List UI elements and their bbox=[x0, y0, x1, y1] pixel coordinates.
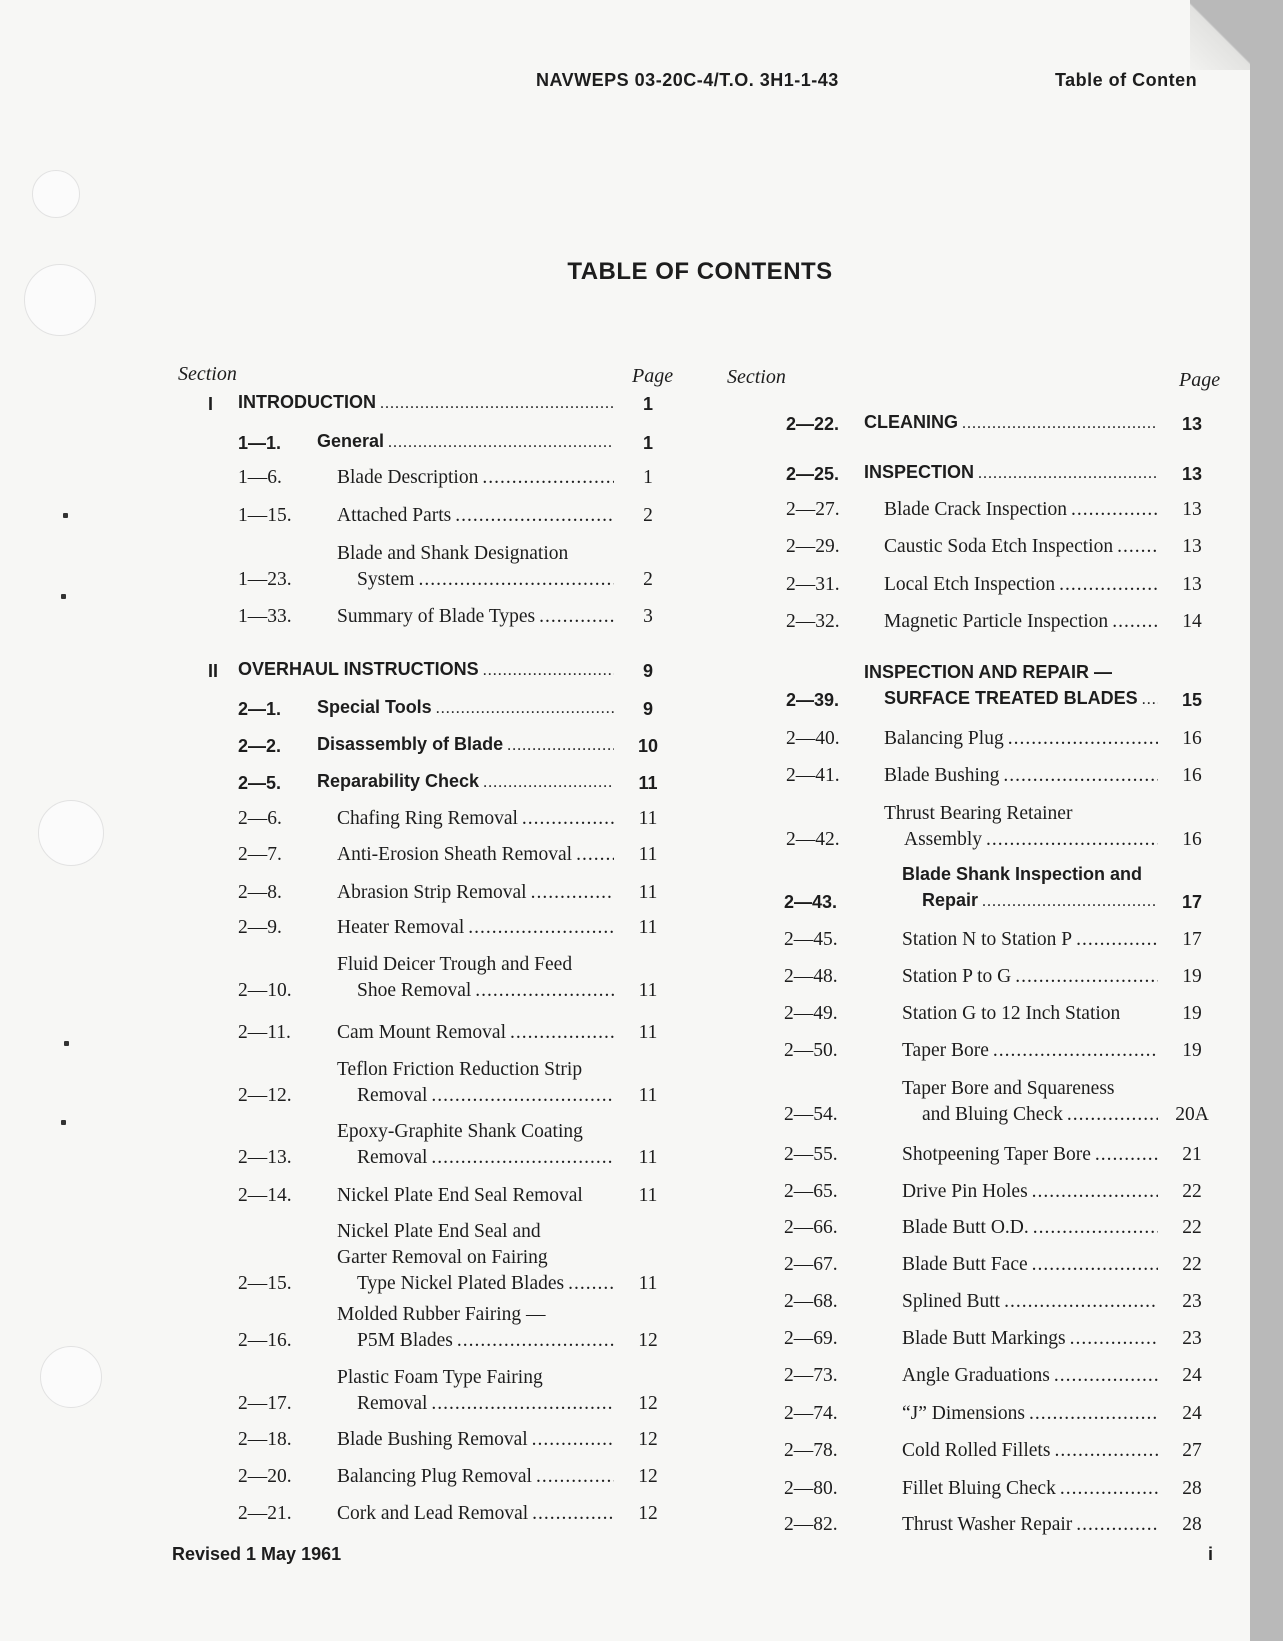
right-page-heading: Page bbox=[1179, 369, 1221, 391]
toc-entry-number: 2—32. bbox=[786, 611, 840, 632]
toc-entry-title: Angle Graduations bbox=[902, 1365, 1050, 1386]
toc-entry bbox=[238, 1057, 678, 1109]
toc-entry-title: Teflon Friction Reduction Strip bbox=[337, 1059, 583, 1080]
toc-entry-page: 11 bbox=[638, 773, 658, 793]
toc-entry-title: Attached Parts bbox=[337, 505, 452, 526]
toc-entry-number: 2—50. bbox=[784, 1040, 838, 1061]
toc-entry bbox=[784, 1179, 1222, 1205]
revision-date: Revised 1 May 1961 bbox=[172, 1544, 342, 1564]
toc-entry-title: Abrasion Strip Removal bbox=[337, 882, 527, 903]
leader-dots bbox=[1067, 1102, 1158, 1128]
toc-entry-title: Fillet Bluing Check bbox=[902, 1478, 1056, 1499]
toc-entry-title: INTRODUCTION bbox=[238, 392, 376, 412]
punch-mark bbox=[61, 594, 66, 599]
toc-entry-number: 2—54. bbox=[784, 1104, 838, 1125]
toc-entry-title: Blade Butt O.D. bbox=[902, 1217, 1029, 1238]
toc-entry bbox=[786, 659, 1222, 713]
toc-entry bbox=[238, 731, 678, 759]
toc-entry-number: 1—1. bbox=[238, 433, 282, 453]
leader-dots bbox=[539, 604, 614, 630]
toc-entry-page: 9 bbox=[642, 661, 653, 681]
leader-dots bbox=[1095, 1142, 1158, 1168]
toc-entry bbox=[238, 1464, 678, 1490]
toc-entry-number: 2—74. bbox=[784, 1403, 838, 1424]
toc-entry-number: 2—6. bbox=[238, 808, 282, 829]
toc-entry-title: General bbox=[317, 431, 385, 451]
toc-entry-number: 2—27. bbox=[786, 499, 840, 520]
leader-dots bbox=[1003, 763, 1158, 789]
toc-entry-number: 1—15. bbox=[238, 505, 292, 526]
toc-entry-page: 17 bbox=[1182, 929, 1202, 950]
toc-entry-page: 10 bbox=[637, 736, 659, 756]
toc-entry-title: Disassembly of Blade bbox=[317, 734, 504, 754]
toc-entry-number: 2—42. bbox=[786, 829, 840, 850]
toc-entry-title: Taper Bore and Squareness bbox=[902, 1078, 1115, 1099]
leader-dots bbox=[388, 430, 614, 456]
toc-entry-title: Removal bbox=[357, 1147, 428, 1168]
toc-entry-title: Station N to Station P bbox=[902, 929, 1073, 950]
toc-entry-title: Epoxy-Graphite Shank Coating bbox=[337, 1121, 583, 1142]
toc-entry-number: 2—7. bbox=[238, 844, 282, 865]
toc-entry-page: 11 bbox=[638, 844, 658, 865]
toc-entry bbox=[238, 1427, 678, 1453]
toc-entry bbox=[208, 389, 678, 417]
toc-entry-number: 2—25. bbox=[786, 464, 840, 484]
leader-dots bbox=[1004, 1289, 1158, 1315]
document-number: NAVWEPS 03-20C-4/T.O. 3H1-1-43 bbox=[536, 70, 839, 90]
toc-entry-number: 2—1. bbox=[238, 699, 282, 719]
binder-hole bbox=[38, 800, 104, 866]
leader-dots bbox=[1015, 964, 1158, 990]
leader-dots bbox=[1033, 1215, 1158, 1241]
toc-entry-page: 11 bbox=[638, 882, 658, 903]
toc-entry-page: 28 bbox=[1182, 1478, 1202, 1499]
toc-entry-title: Magnetic Particle Inspection bbox=[884, 611, 1109, 632]
toc-entry-title: Balancing Plug Removal bbox=[337, 1466, 532, 1487]
toc-entry-page: 9 bbox=[642, 699, 653, 719]
toc-entry-number: 2—73. bbox=[784, 1365, 838, 1386]
toc-entry-title: Cam Mount Removal bbox=[337, 1022, 506, 1043]
toc-entry bbox=[238, 952, 678, 1004]
toc-entry-title: Drive Pin Holes bbox=[902, 1181, 1028, 1202]
toc-entry-title: Heater Removal bbox=[337, 917, 465, 938]
toc-entry-page: 13 bbox=[1181, 414, 1203, 434]
toc-entry bbox=[784, 1215, 1222, 1241]
toc-entry-page: 12 bbox=[638, 1466, 658, 1487]
toc-entry bbox=[238, 428, 678, 456]
leader-dots bbox=[576, 842, 614, 868]
toc-entry-page: 20A bbox=[1175, 1104, 1209, 1125]
toc-entry-number: I bbox=[208, 394, 214, 414]
toc-entry-page: 21 bbox=[1182, 1144, 1202, 1165]
toc-entry-number: 2—43. bbox=[784, 892, 838, 912]
toc-entry-title: P5M Blades bbox=[357, 1330, 453, 1351]
folded-corner bbox=[1190, 0, 1250, 70]
toc-entry bbox=[786, 409, 1222, 437]
leader-dots bbox=[568, 1271, 614, 1297]
leader-dots bbox=[1059, 572, 1158, 598]
binder-hole bbox=[32, 170, 80, 218]
toc-entry bbox=[208, 656, 678, 684]
binder-hole bbox=[40, 1346, 102, 1408]
toc-entry-number: 2—48. bbox=[784, 966, 838, 987]
toc-entry-number: 2—21. bbox=[238, 1503, 292, 1524]
toc-entry bbox=[784, 1476, 1222, 1502]
leader-dots bbox=[1142, 687, 1158, 713]
toc-entry-page: 13 bbox=[1182, 499, 1202, 520]
toc-entry bbox=[784, 1363, 1222, 1389]
toc-entry-number: 2—2. bbox=[238, 736, 282, 756]
toc-entry-title: CLEANING bbox=[864, 412, 958, 432]
toc-entry-page: 11 bbox=[638, 1022, 658, 1043]
toc-entry-number: 2—14. bbox=[238, 1185, 292, 1206]
leader-dots bbox=[418, 567, 614, 593]
toc-entry bbox=[238, 694, 678, 722]
toc-entry-number: 2—67. bbox=[784, 1254, 838, 1275]
page-title: TABLE OF CONTENTS bbox=[567, 258, 833, 285]
toc-entry bbox=[238, 768, 678, 796]
toc-entry-page: 13 bbox=[1182, 536, 1202, 557]
toc-entry-page: 19 bbox=[1182, 1040, 1202, 1061]
toc-entry bbox=[238, 880, 678, 906]
toc-entry-number: 2—40. bbox=[786, 728, 840, 749]
toc-entry-page: 24 bbox=[1182, 1365, 1202, 1386]
leader-dots bbox=[986, 827, 1158, 853]
toc-entry-page: 17 bbox=[1181, 892, 1203, 912]
leader-dots bbox=[475, 978, 614, 1004]
toc-entry bbox=[238, 503, 678, 529]
toc-entry-title: Blade Bushing bbox=[884, 765, 1000, 786]
toc-entry-title: Splined Butt bbox=[902, 1291, 1001, 1312]
toc-entry-number: 2—80. bbox=[784, 1478, 838, 1499]
toc-entry-title: INSPECTION AND REPAIR — bbox=[864, 662, 1113, 682]
toc-entry bbox=[786, 497, 1222, 523]
leader-dots bbox=[536, 1464, 614, 1490]
leader-dots bbox=[1076, 927, 1158, 953]
leader-dots bbox=[532, 1427, 614, 1453]
leader-dots bbox=[507, 733, 614, 759]
toc-entry-title: Local Etch Inspection bbox=[884, 574, 1056, 595]
toc-entry bbox=[238, 842, 678, 868]
toc-entry bbox=[238, 1020, 678, 1046]
toc-entry-number: 2—82. bbox=[784, 1514, 838, 1535]
toc-entry bbox=[786, 801, 1222, 853]
toc-entry bbox=[786, 572, 1222, 598]
toc-entry-title: Repair bbox=[922, 890, 979, 910]
leader-dots bbox=[431, 1391, 614, 1417]
toc-entry-number: 2—18. bbox=[238, 1429, 292, 1450]
toc-entry-page: 2 bbox=[643, 569, 653, 590]
toc-entry bbox=[784, 1326, 1222, 1352]
toc-entry-title: System bbox=[357, 569, 415, 590]
toc-entry-number: 1—33. bbox=[238, 606, 292, 627]
toc-entry bbox=[238, 1501, 678, 1527]
toc-entry-page: 12 bbox=[638, 1503, 658, 1524]
toc-entry bbox=[238, 915, 678, 941]
toc-entry-title: Special Tools bbox=[317, 697, 432, 717]
toc-entry bbox=[238, 604, 678, 630]
toc-entry-title: Plastic Foam Type Fairing bbox=[337, 1367, 543, 1388]
toc-entry-number: 1—23. bbox=[238, 569, 292, 590]
toc-entry-number: 2—66. bbox=[784, 1217, 838, 1238]
toc-entry bbox=[786, 459, 1222, 487]
toc-entry-number: 2—9. bbox=[238, 917, 282, 938]
toc-entry-page: 23 bbox=[1182, 1291, 1202, 1312]
toc-entry bbox=[238, 465, 678, 491]
toc-entry-title: Cork and Lead Removal bbox=[337, 1503, 529, 1524]
toc-entry-title: Nickel Plate End Seal and bbox=[337, 1221, 541, 1242]
leader-dots bbox=[1032, 1179, 1158, 1205]
leader-dots bbox=[1029, 1401, 1158, 1427]
toc-entry-number: 2—10. bbox=[238, 980, 292, 1001]
toc-entry-number: 2—20. bbox=[238, 1466, 292, 1487]
toc-entry bbox=[784, 1038, 1222, 1064]
toc-entry bbox=[784, 1512, 1222, 1538]
toc-entry-page: 13 bbox=[1182, 574, 1202, 595]
toc-entry bbox=[786, 534, 1222, 560]
toc-entry-title: Molded Rubber Fairing — bbox=[337, 1304, 546, 1325]
toc-entry-title: Balancing Plug bbox=[884, 728, 1004, 749]
leader-dots bbox=[978, 461, 1158, 487]
toc-entry-number: 2—22. bbox=[786, 414, 840, 434]
toc-entry-title: Thrust Washer Repair bbox=[902, 1514, 1073, 1535]
toc-entry bbox=[786, 609, 1222, 635]
leader-dots bbox=[457, 1328, 614, 1354]
toc-entry-page: 14 bbox=[1182, 611, 1202, 632]
toc-entry-title: Removal bbox=[357, 1085, 428, 1106]
leader-dots bbox=[532, 1501, 614, 1527]
toc-entry bbox=[238, 1219, 678, 1297]
toc-entry-number: 2—45. bbox=[784, 929, 838, 950]
leader-dots bbox=[1076, 1512, 1158, 1538]
toc-entry-page: 3 bbox=[643, 606, 653, 627]
leader-dots bbox=[1117, 534, 1158, 560]
toc-entry-page: 1 bbox=[642, 394, 653, 414]
toc-entry-title: Chafing Ring Removal bbox=[337, 808, 518, 829]
toc-entry-title: Garter Removal on Fairing bbox=[337, 1247, 548, 1268]
leader-dots bbox=[1032, 1252, 1158, 1278]
right-section-heading: Section bbox=[727, 366, 786, 388]
leader-dots bbox=[380, 391, 614, 417]
toc-entry-number: 2—11. bbox=[238, 1022, 291, 1043]
left-section-heading: Section bbox=[178, 363, 237, 385]
toc-entry bbox=[784, 1142, 1222, 1168]
toc-entry-number: 1—6. bbox=[238, 467, 282, 488]
leader-dots bbox=[431, 1083, 614, 1109]
toc-entry-number: 2—41. bbox=[786, 765, 840, 786]
toc-entry-number: 2—31. bbox=[786, 574, 840, 595]
toc-entry-page: 12 bbox=[638, 1429, 658, 1450]
toc-entry-number: 2—78. bbox=[784, 1440, 838, 1461]
toc-entry-title: Blade Bushing Removal bbox=[337, 1429, 528, 1450]
toc-entry-title: Caustic Soda Etch Inspection bbox=[884, 536, 1114, 557]
toc-entry bbox=[238, 806, 678, 832]
toc-entry-number: 2—49. bbox=[784, 1003, 838, 1024]
toc-entry-page: 13 bbox=[1181, 464, 1203, 484]
toc-entry-page: 28 bbox=[1182, 1514, 1202, 1535]
toc-entry bbox=[238, 1183, 678, 1209]
punch-mark bbox=[64, 1041, 69, 1046]
toc-entry-page: 16 bbox=[1182, 728, 1202, 749]
toc-entry-page: 22 bbox=[1182, 1217, 1202, 1238]
toc-entry bbox=[784, 1001, 1222, 1027]
toc-entry-number: 2—5. bbox=[238, 773, 282, 793]
leader-dots bbox=[1054, 1363, 1158, 1389]
punch-mark bbox=[63, 513, 68, 518]
toc-entry-title: Type Nickel Plated Blades bbox=[357, 1273, 565, 1294]
toc-entry-title: Removal bbox=[357, 1393, 428, 1414]
toc-entry-page: 19 bbox=[1182, 1003, 1202, 1024]
toc-entry-page: 12 bbox=[638, 1393, 658, 1414]
toc-entry bbox=[784, 861, 1222, 915]
toc-entry-number: 2—17. bbox=[238, 1393, 292, 1414]
leader-dots bbox=[468, 915, 614, 941]
toc-entry-page: 15 bbox=[1181, 690, 1203, 710]
toc-entry-title: Blade Crack Inspection bbox=[884, 499, 1068, 520]
toc-entry-number: 2—12. bbox=[238, 1085, 292, 1106]
leader-dots bbox=[455, 503, 614, 529]
toc-entry-page: 23 bbox=[1182, 1328, 1202, 1349]
leader-dots bbox=[483, 770, 614, 796]
toc-entry-page: 16 bbox=[1182, 829, 1202, 850]
toc-entry-title: Nickel Plate End Seal Removal bbox=[337, 1185, 583, 1206]
toc-entry bbox=[784, 1076, 1222, 1128]
toc-entry-page: 1 bbox=[643, 467, 653, 488]
leader-dots bbox=[522, 806, 614, 832]
toc-entry-title: Fluid Deicer Trough and Feed bbox=[337, 954, 573, 975]
left-page-heading: Page bbox=[632, 365, 674, 387]
toc-entry bbox=[238, 1302, 678, 1354]
leader-dots bbox=[483, 658, 614, 684]
toc-entry-number: 2—15. bbox=[238, 1273, 292, 1294]
toc-entry-page: 2 bbox=[643, 505, 653, 526]
leader-dots bbox=[1070, 1326, 1158, 1352]
toc-entry-title: and Bluing Check bbox=[922, 1104, 1063, 1125]
toc-entry bbox=[784, 1401, 1222, 1427]
toc-entry bbox=[238, 541, 678, 593]
toc-entry-title: Taper Bore bbox=[902, 1040, 989, 1061]
toc-entry-number: 2—65. bbox=[784, 1181, 838, 1202]
toc-entry-page: 24 bbox=[1182, 1403, 1202, 1424]
toc-entry-page: 11 bbox=[638, 1185, 658, 1206]
toc-entry-title: Blade Shank Inspection and bbox=[902, 864, 1143, 884]
toc-entry-page: 22 bbox=[1182, 1254, 1202, 1275]
toc-entry-page: 19 bbox=[1182, 966, 1202, 987]
toc-entry-title: Anti-Erosion Sheath Removal bbox=[337, 844, 573, 865]
toc-entry bbox=[784, 1289, 1222, 1315]
toc-entry-page: 22 bbox=[1182, 1181, 1202, 1202]
punch-mark bbox=[61, 1120, 66, 1125]
leader-dots bbox=[431, 1145, 614, 1171]
toc-entry-page: 27 bbox=[1182, 1440, 1202, 1461]
toc-entry-title: INSPECTION bbox=[864, 462, 975, 482]
toc-entry-number: 2—55. bbox=[784, 1144, 838, 1165]
toc-entry-page: 11 bbox=[638, 808, 658, 829]
leader-dots bbox=[482, 465, 614, 491]
toc-entry-title: SURFACE TREATED BLADES bbox=[884, 688, 1138, 708]
leader-dots bbox=[982, 889, 1158, 915]
toc-entry-page: 11 bbox=[638, 1085, 658, 1106]
leader-dots bbox=[531, 880, 614, 906]
leader-dots bbox=[1054, 1438, 1158, 1464]
toc-entry-number: 2—16. bbox=[238, 1330, 292, 1351]
toc-entry-number: 2—13. bbox=[238, 1147, 292, 1168]
toc-entry-title: Thrust Bearing Retainer bbox=[884, 803, 1073, 824]
toc-entry-title: Blade and Shank Designation bbox=[337, 543, 569, 564]
toc-entry-page: 12 bbox=[638, 1330, 658, 1351]
toc-entry-title: Assembly bbox=[904, 829, 982, 850]
toc-entry-number: 2—39. bbox=[786, 690, 840, 710]
toc-entry-title: Station G to 12 Inch Station bbox=[902, 1003, 1121, 1024]
toc-entry-title: Reparability Check bbox=[317, 771, 480, 791]
leader-dots bbox=[993, 1038, 1158, 1064]
toc-entry-title: Blade Butt Markings bbox=[902, 1328, 1066, 1349]
toc-entry-page: 16 bbox=[1182, 765, 1202, 786]
toc-entry bbox=[786, 763, 1222, 789]
toc-entry-page: 11 bbox=[638, 980, 658, 1001]
toc-entry-title: Blade Description bbox=[337, 467, 479, 488]
leader-dots bbox=[962, 411, 1158, 437]
toc-entry-number: II bbox=[208, 661, 219, 681]
leader-dots bbox=[436, 696, 614, 722]
leader-dots bbox=[1008, 726, 1158, 752]
toc-entry bbox=[784, 1438, 1222, 1464]
toc-entry bbox=[786, 726, 1222, 752]
toc-entry-title: Summary of Blade Types bbox=[337, 606, 536, 627]
toc-entry-page: 11 bbox=[638, 917, 658, 938]
toc-entry bbox=[784, 964, 1222, 990]
leader-dots bbox=[1112, 609, 1158, 635]
toc-entry-title: “J” Dimensions bbox=[902, 1403, 1025, 1424]
toc-entry-page: 11 bbox=[638, 1147, 658, 1168]
toc-entry-number: 2—29. bbox=[786, 536, 840, 557]
leader-dots bbox=[510, 1020, 614, 1046]
toc-entry-title: Station P to G bbox=[902, 966, 1012, 987]
toc-entry bbox=[238, 1365, 678, 1417]
toc-entry bbox=[238, 1119, 678, 1171]
toc-entry-page: 1 bbox=[642, 433, 653, 453]
running-header: Table of Conten bbox=[1055, 70, 1198, 90]
leader-dots bbox=[1060, 1476, 1158, 1502]
toc-entry-page: 11 bbox=[638, 1273, 658, 1294]
toc-entry bbox=[784, 1252, 1222, 1278]
toc-entry-title: Blade Butt Face bbox=[902, 1254, 1028, 1275]
toc-entry-number: 2—69. bbox=[784, 1328, 838, 1349]
toc-entry-title: Cold Rolled Fillets bbox=[902, 1440, 1051, 1461]
toc-entry-number: 2—68. bbox=[784, 1291, 838, 1312]
toc-entry-title: Shotpeening Taper Bore bbox=[902, 1144, 1091, 1165]
toc-entry-title: OVERHAUL INSTRUCTIONS bbox=[238, 659, 479, 679]
leader-dots bbox=[1071, 497, 1158, 523]
toc-entry-title: Shoe Removal bbox=[357, 980, 472, 1001]
toc-entry-number: 2—8. bbox=[238, 882, 282, 903]
page-number: i bbox=[1208, 1544, 1214, 1564]
toc-entry bbox=[784, 927, 1222, 953]
